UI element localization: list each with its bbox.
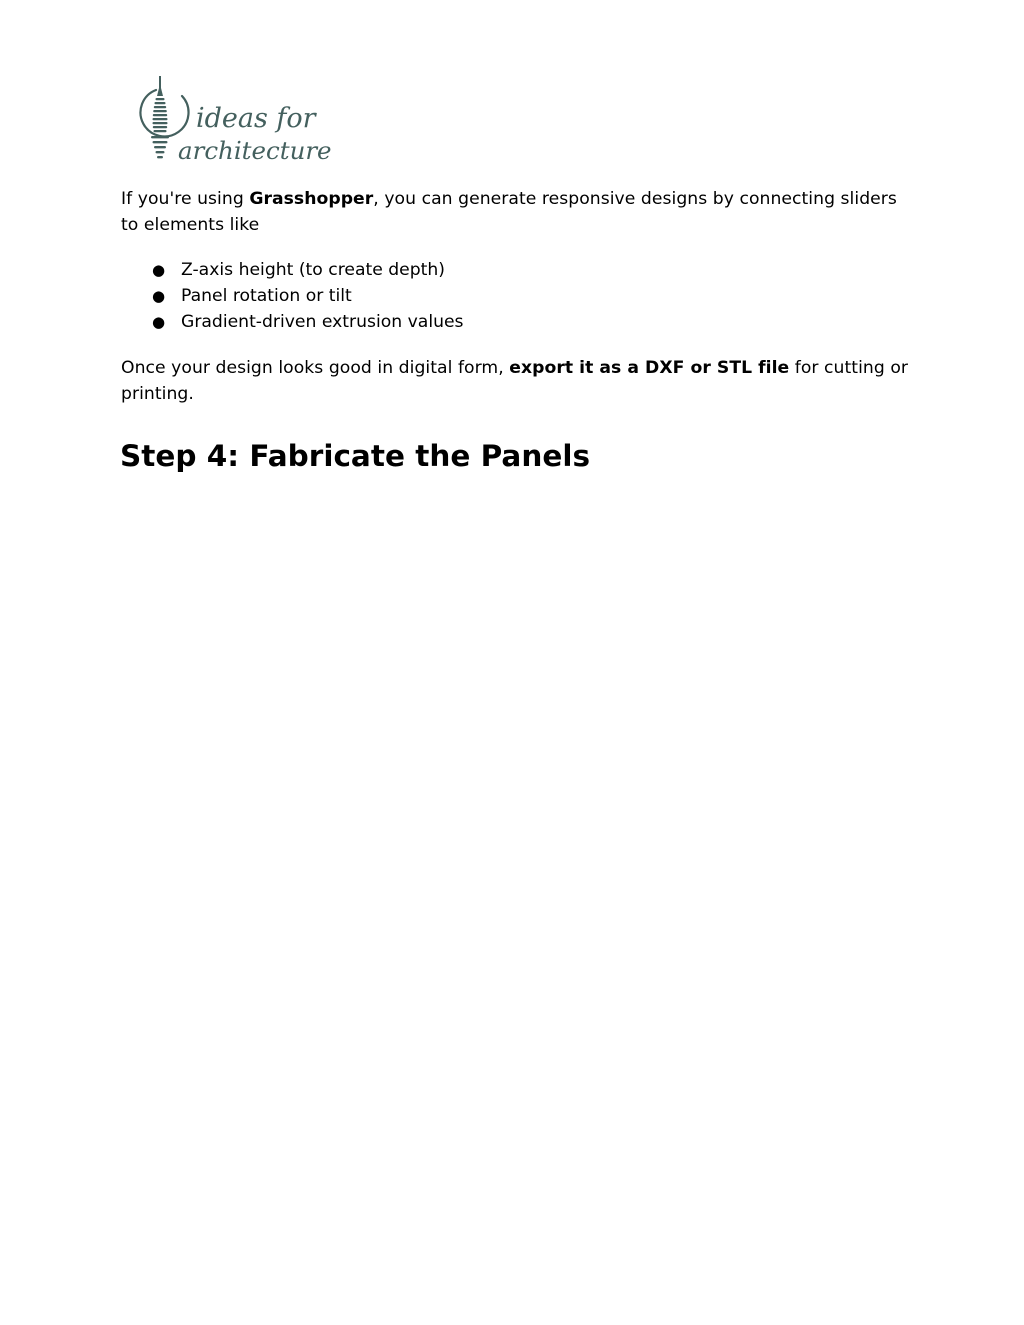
bullet-icon: ● (152, 286, 166, 305)
section-heading: Step 4: Fabricate the Panels (120, 439, 591, 473)
ideas-for-architecture-logo (134, 74, 332, 166)
export-text-before: Once your design looks good in digital form, (121, 358, 510, 378)
list-item-text: Panel rotation or tilt (181, 285, 352, 306)
intro-bold-term: Grasshopper (249, 189, 374, 209)
list-item (121, 284, 464, 310)
logo-line-1: ideas for (196, 103, 316, 134)
export-bold-phrase: export it as a DXF or STL file (509, 358, 790, 378)
bullet-icon: ● (152, 261, 166, 279)
list-item-text: Gradient-driven extrusion values (181, 311, 464, 332)
logo-ring-icon (141, 90, 189, 136)
export-text-after: for cutting or printing. (121, 358, 909, 404)
tower-icon (151, 88, 169, 158)
export-paragraph (121, 356, 911, 407)
intro-text-after: , you can generate responsive designs by connecting sliders to elements like (121, 189, 897, 235)
list-item (121, 310, 464, 336)
logo-line-2: architecture (178, 136, 332, 165)
list-item (121, 258, 464, 284)
intro-text-before: If you're using (121, 189, 250, 209)
list-item-text: Z-axis height (to create depth) (181, 260, 445, 280)
bullet-list (121, 258, 464, 335)
intro-paragraph (121, 187, 911, 238)
bullet-icon: ● (152, 312, 166, 331)
